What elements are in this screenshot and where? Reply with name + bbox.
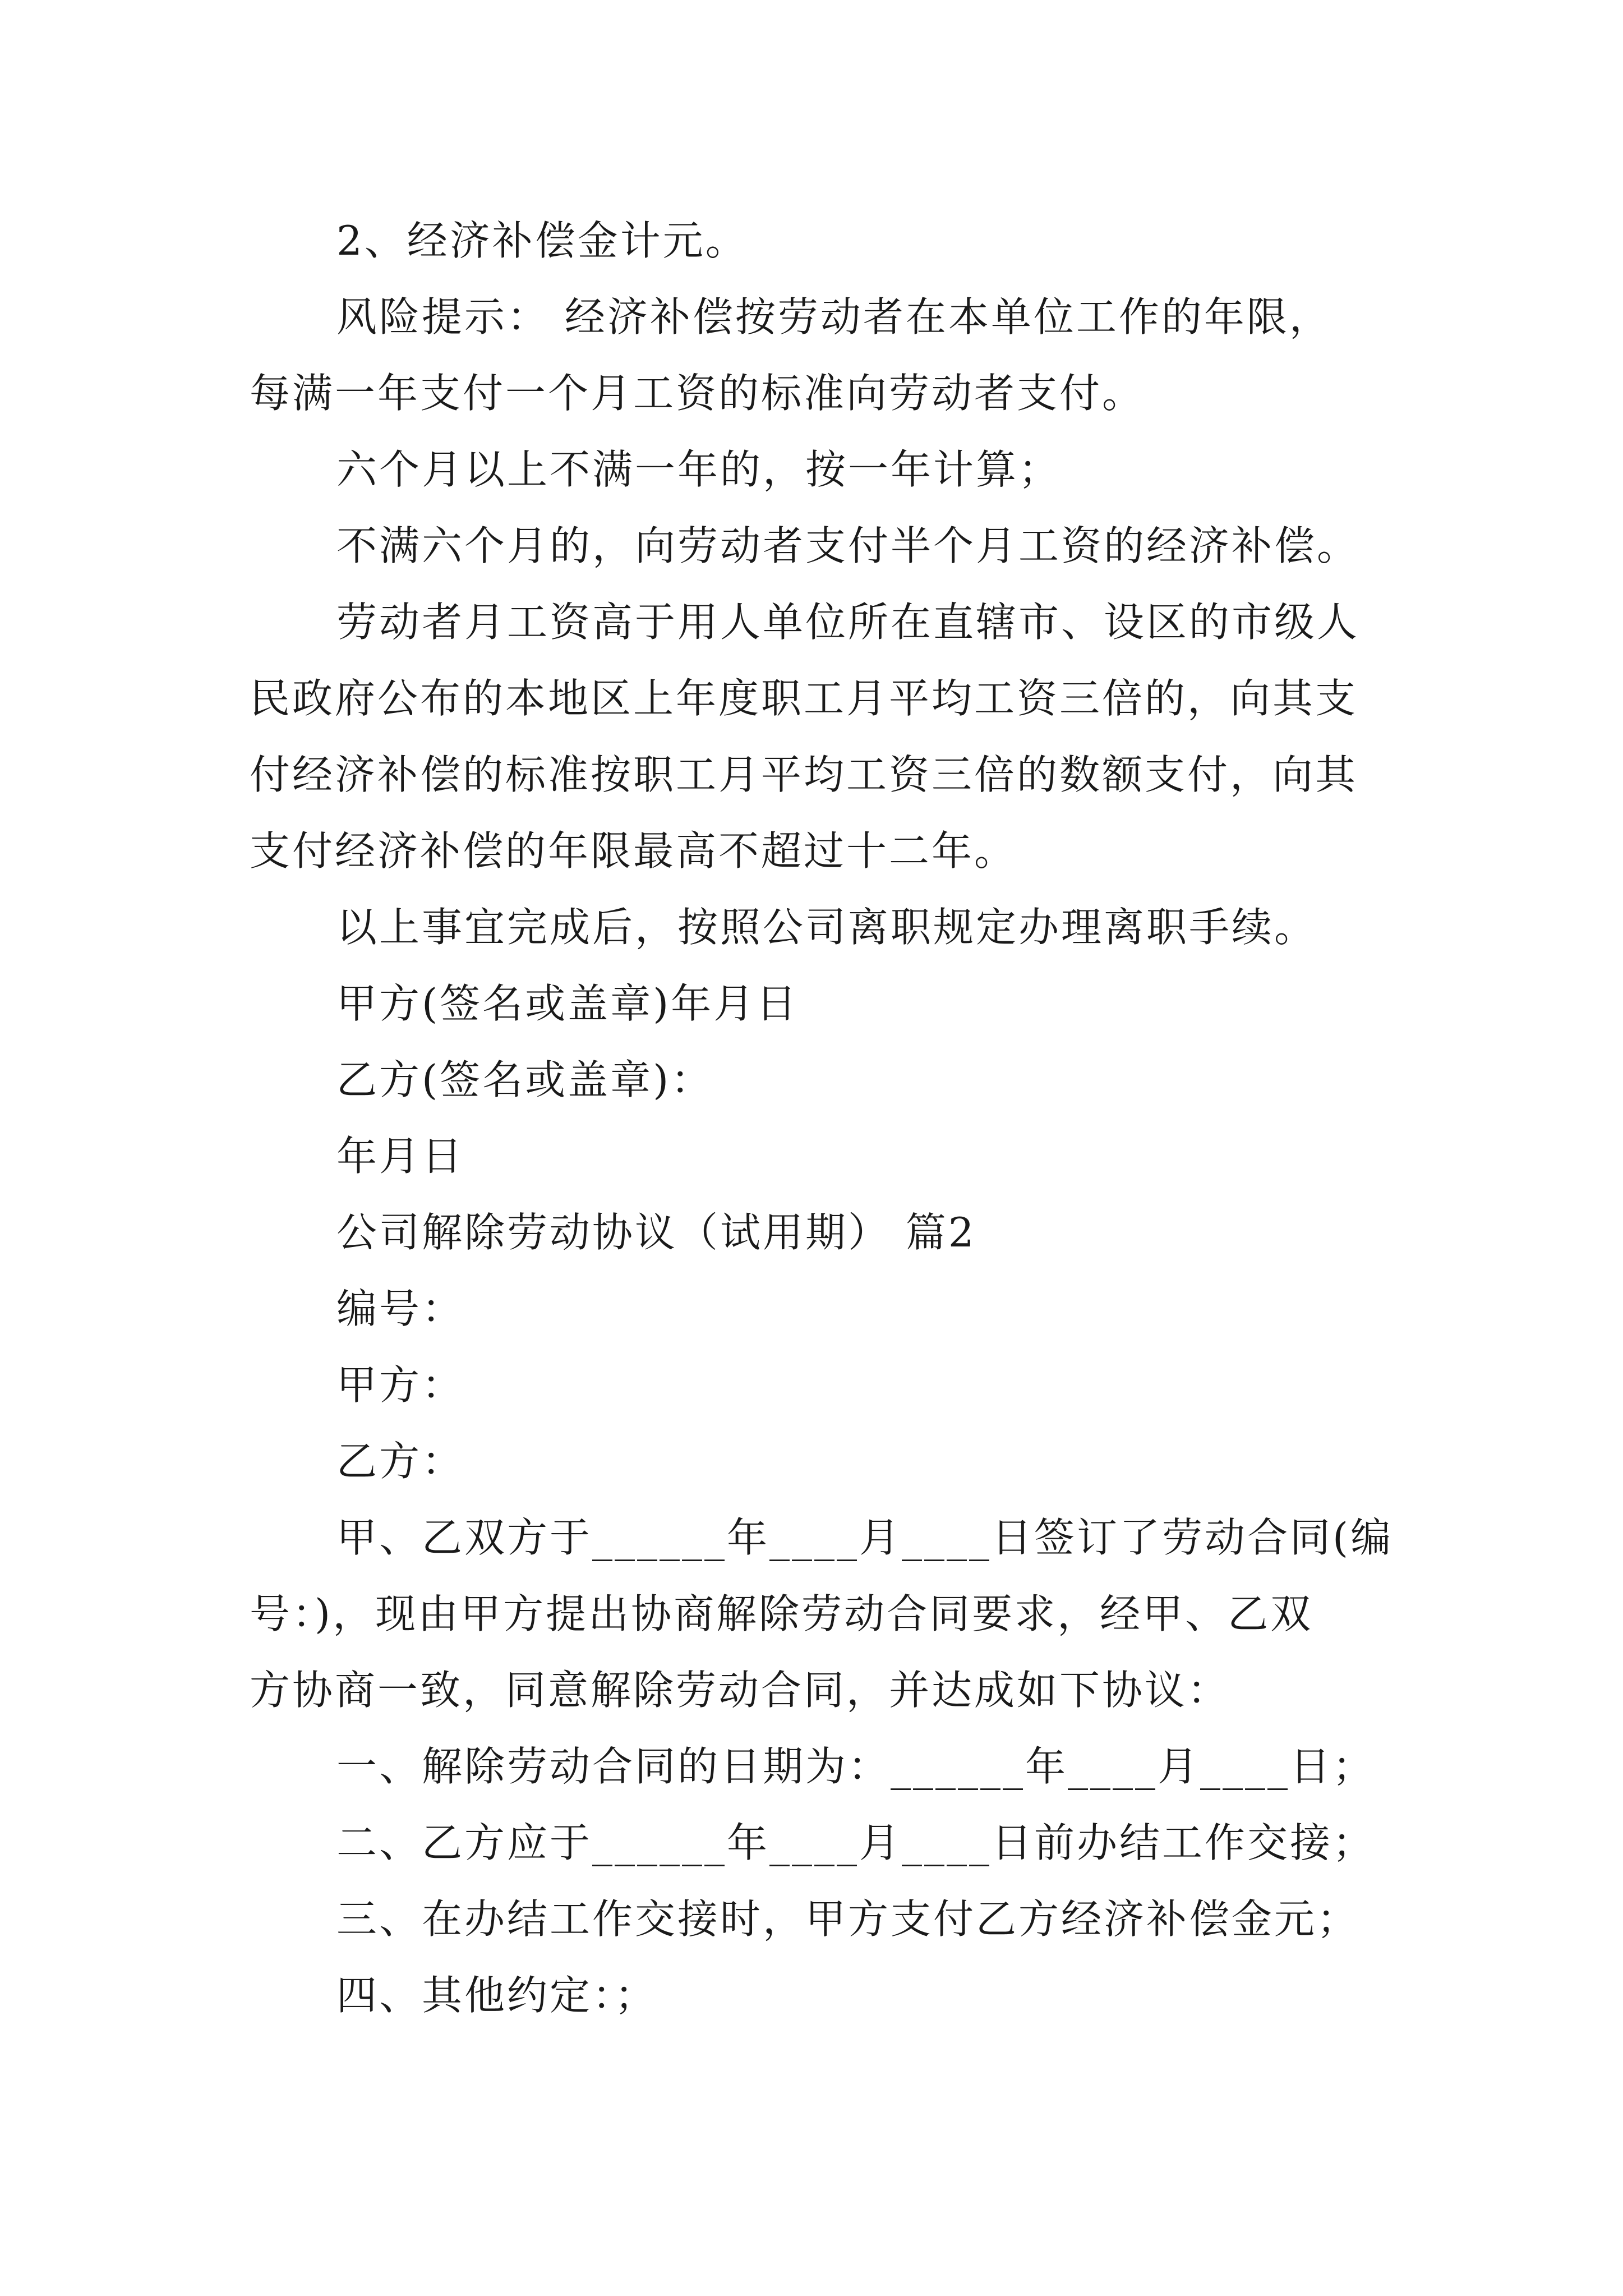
paragraph-compensation-amount: 2、经济补偿金计元。 — [336, 217, 748, 264]
paragraph-contract-intro-cont-2: 方协商一致，同意解除劳动合同，并达成如下协议： — [250, 1667, 1230, 1714]
paragraph-six-months-plus: 六个月以上不满一年的，按一年计算； — [336, 446, 1062, 493]
paragraph-risk-notice: 风险提示： 经济补偿按劳动者在本单位工作的年限， — [336, 293, 1332, 341]
clause-2-handover: 二、乙方应于______年____月____日前办结工作交接； — [336, 1819, 1376, 1866]
paragraph-high-wage-cont-3: 支付经济补偿的年限最高不超过十二年。 — [250, 827, 1017, 875]
field-party-a: 甲方： — [336, 1361, 465, 1409]
signature-party-b: 乙方(签名或盖章)： — [336, 1056, 714, 1103]
paragraph-resignation-procedure: 以上事宜完成后，按照公司离职规定办理离职手续。 — [336, 904, 1317, 951]
field-number: 编号： — [336, 1285, 465, 1332]
paragraph-high-wage-cont-2: 付经济补偿的标准按职工月平均工资三倍的数额支付，向其 — [250, 751, 1358, 798]
clause-1-termination-date: 一、解除劳动合同的日期为：______年____月____日； — [336, 1743, 1376, 1790]
clause-4-other: 四、其他约定：； — [336, 1972, 658, 2019]
paragraph-risk-notice-cont: 每满一年支付一个月工资的标准向劳动者支付。 — [250, 370, 1145, 417]
clause-3-compensation: 三、在办结工作交接时，甲方支付乙方经济补偿金元； — [336, 1895, 1360, 1943]
section-title: 公司解除劳动协议（试用期） 篇2 — [336, 1209, 976, 1256]
paragraph-contract-intro: 甲、乙双方于______年____月____日签订了劳动合同(编 — [336, 1514, 1394, 1561]
field-party-b: 乙方： — [336, 1438, 465, 1485]
paragraph-high-wage: 劳动者月工资高于用人单位所在直辖市、设区的市级人 — [336, 599, 1360, 646]
signature-party-a: 甲方(签名或盖章)年月日 — [336, 980, 799, 1027]
paragraph-under-six-months: 不满六个月的，向劳动者支付半个月工资的经济补偿。 — [336, 522, 1360, 569]
signature-date: 年月日 — [336, 1133, 465, 1180]
paragraph-contract-intro-cont-1: 号：)，现由甲方提出协商解除劳动合同要求，经甲、乙双 — [250, 1590, 1313, 1637]
paragraph-high-wage-cont-1: 民政府公布的本地区上年度职工月平均工资三倍的，向其支 — [250, 675, 1358, 722]
